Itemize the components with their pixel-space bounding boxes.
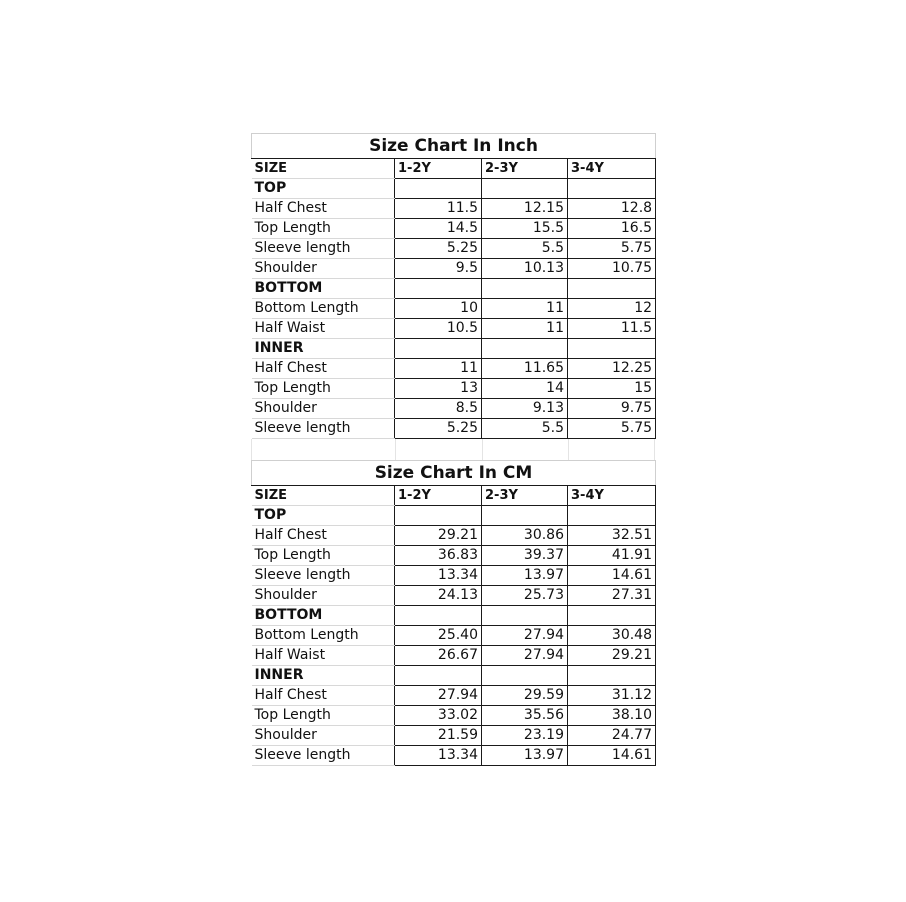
measurement-value: 10 <box>395 299 482 319</box>
section-row <box>252 179 656 199</box>
empty-cell <box>482 339 568 359</box>
section-row <box>252 506 656 526</box>
measurement-value: 38.10 <box>568 706 656 726</box>
measurement-value: 11 <box>482 299 568 319</box>
measurement-value: 27.94 <box>482 646 568 666</box>
size-column-header: SIZE <box>252 486 395 506</box>
table-row <box>252 399 656 419</box>
empty-cell <box>568 179 656 199</box>
measurement-value: 12.8 <box>568 199 656 219</box>
section-heading: INNER <box>252 339 395 359</box>
empty-cell <box>395 339 482 359</box>
measurement-value: 8.5 <box>395 399 482 419</box>
measurement-value: 23.19 <box>482 726 568 746</box>
measurement-label: Sleeve length <box>252 419 395 439</box>
table-row <box>252 586 656 606</box>
table-row <box>252 299 656 319</box>
table-title-row <box>252 134 656 159</box>
measurement-label: Half Chest <box>252 686 395 706</box>
table-row <box>252 419 656 439</box>
measurement-value: 5.75 <box>568 239 656 259</box>
table-row <box>252 566 656 586</box>
empty-cell <box>395 179 482 199</box>
measurement-label: Shoulder <box>252 399 395 419</box>
age-column-header: 2-3Y <box>482 159 568 179</box>
table-row <box>252 646 656 666</box>
measurement-value: 27.94 <box>482 626 568 646</box>
header-row <box>252 486 656 506</box>
table-row <box>252 219 656 239</box>
measurement-value: 15 <box>568 379 656 399</box>
section-heading: INNER <box>252 666 395 686</box>
table-row <box>252 379 656 399</box>
measurement-label: Bottom Length <box>252 626 395 646</box>
measurement-value: 32.51 <box>568 526 656 546</box>
measurement-value: 39.37 <box>482 546 568 566</box>
measurement-value: 5.75 <box>568 419 656 439</box>
measurement-label: Half Waist <box>252 646 395 666</box>
table-row <box>252 359 656 379</box>
table-title: Size Chart In CM <box>252 461 656 486</box>
table-row <box>252 199 656 219</box>
cm-size-table <box>251 460 656 766</box>
age-column-header: 1-2Y <box>395 486 482 506</box>
table-row <box>252 546 656 566</box>
measurement-value: 30.86 <box>482 526 568 546</box>
measurement-value: 13 <box>395 379 482 399</box>
size-chart-sheet <box>251 133 655 766</box>
measurement-value: 15.5 <box>482 219 568 239</box>
measurement-value: 5.5 <box>482 419 568 439</box>
measurement-label: Half Chest <box>252 526 395 546</box>
measurement-label: Shoulder <box>252 259 395 279</box>
section-row <box>252 279 656 299</box>
section-row <box>252 606 656 626</box>
header-row <box>252 159 656 179</box>
measurement-value: 5.25 <box>395 239 482 259</box>
measurement-value: 5.25 <box>395 419 482 439</box>
measurement-value: 21.59 <box>395 726 482 746</box>
measurement-value: 12.15 <box>482 199 568 219</box>
measurement-label: Sleeve length <box>252 566 395 586</box>
section-row <box>252 339 656 359</box>
section-heading: BOTTOM <box>252 606 395 626</box>
empty-cell <box>395 666 482 686</box>
measurement-value: 27.31 <box>568 586 656 606</box>
measurement-value: 29.21 <box>568 646 656 666</box>
measurement-value: 29.21 <box>395 526 482 546</box>
measurement-value: 10.5 <box>395 319 482 339</box>
table-row <box>252 686 656 706</box>
measurement-label: Top Length <box>252 546 395 566</box>
measurement-value: 29.59 <box>482 686 568 706</box>
measurement-value: 11.65 <box>482 359 568 379</box>
measurement-value: 41.91 <box>568 546 656 566</box>
measurement-value: 13.34 <box>395 746 482 766</box>
table-row <box>252 726 656 746</box>
measurement-value: 11.5 <box>395 199 482 219</box>
table-row <box>252 626 656 646</box>
measurement-value: 16.5 <box>568 219 656 239</box>
measurement-label: Top Length <box>252 219 395 239</box>
age-column-header: 1-2Y <box>395 159 482 179</box>
measurement-label: Bottom Length <box>252 299 395 319</box>
section-heading: TOP <box>252 179 395 199</box>
section-heading: BOTTOM <box>252 279 395 299</box>
measurement-label: Half Waist <box>252 319 395 339</box>
table-row <box>252 319 656 339</box>
inch-size-table <box>251 133 656 439</box>
measurement-value: 25.40 <box>395 626 482 646</box>
size-column-header: SIZE <box>252 159 395 179</box>
measurement-value: 30.48 <box>568 626 656 646</box>
measurement-label: Top Length <box>252 706 395 726</box>
empty-cell <box>482 666 568 686</box>
measurement-value: 35.56 <box>482 706 568 726</box>
measurement-value: 14.5 <box>395 219 482 239</box>
measurement-value: 25.73 <box>482 586 568 606</box>
empty-cell <box>395 279 482 299</box>
table-title-row <box>252 461 656 486</box>
measurement-value: 9.75 <box>568 399 656 419</box>
measurement-value: 11 <box>482 319 568 339</box>
section-row <box>252 666 656 686</box>
empty-cell <box>482 606 568 626</box>
measurement-value: 24.77 <box>568 726 656 746</box>
empty-cell <box>395 606 482 626</box>
measurement-label: Half Chest <box>252 199 395 219</box>
table-row <box>252 259 656 279</box>
empty-cell <box>482 506 568 526</box>
measurement-value: 36.83 <box>395 546 482 566</box>
measurement-label: Top Length <box>252 379 395 399</box>
table-spacer <box>251 439 655 460</box>
measurement-value: 13.34 <box>395 566 482 586</box>
age-column-header: 2-3Y <box>482 486 568 506</box>
measurement-value: 13.97 <box>482 746 568 766</box>
measurement-value: 10.13 <box>482 259 568 279</box>
measurement-value: 11 <box>395 359 482 379</box>
measurement-value: 5.5 <box>482 239 568 259</box>
measurement-value: 13.97 <box>482 566 568 586</box>
measurement-label: Sleeve length <box>252 239 395 259</box>
measurement-value: 14.61 <box>568 746 656 766</box>
measurement-value: 9.13 <box>482 399 568 419</box>
measurement-label: Shoulder <box>252 586 395 606</box>
measurement-value: 26.67 <box>395 646 482 666</box>
measurement-value: 12.25 <box>568 359 656 379</box>
empty-cell <box>568 339 656 359</box>
empty-cell <box>568 279 656 299</box>
age-column-header: 3-4Y <box>568 486 656 506</box>
empty-cell <box>482 279 568 299</box>
measurement-value: 31.12 <box>568 686 656 706</box>
table-row <box>252 239 656 259</box>
empty-cell <box>395 506 482 526</box>
measurement-value: 27.94 <box>395 686 482 706</box>
measurement-value: 11.5 <box>568 319 656 339</box>
measurement-value: 33.02 <box>395 706 482 726</box>
measurement-value: 14.61 <box>568 566 656 586</box>
empty-cell <box>568 506 656 526</box>
measurement-label: Shoulder <box>252 726 395 746</box>
empty-cell <box>568 666 656 686</box>
measurement-value: 9.5 <box>395 259 482 279</box>
age-column-header: 3-4Y <box>568 159 656 179</box>
empty-cell <box>568 606 656 626</box>
measurement-value: 14 <box>482 379 568 399</box>
measurement-value: 12 <box>568 299 656 319</box>
measurement-label: Half Chest <box>252 359 395 379</box>
measurement-value: 24.13 <box>395 586 482 606</box>
table-row <box>252 746 656 766</box>
section-heading: TOP <box>252 506 395 526</box>
table-row <box>252 706 656 726</box>
empty-cell <box>482 179 568 199</box>
measurement-value: 10.75 <box>568 259 656 279</box>
table-title: Size Chart In Inch <box>252 134 656 159</box>
measurement-label: Sleeve length <box>252 746 395 766</box>
table-row <box>252 526 656 546</box>
